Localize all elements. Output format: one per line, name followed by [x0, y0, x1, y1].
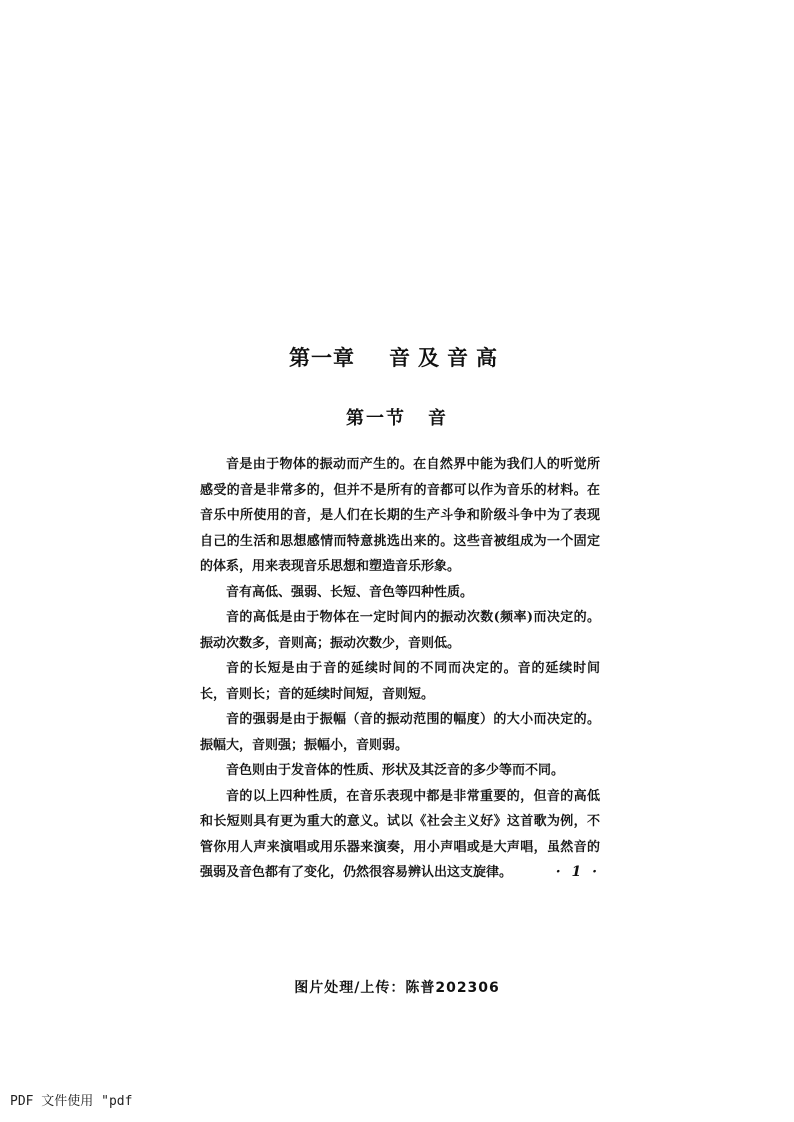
pdf-footer-note: PDF 文件使用 "pdf: [10, 1094, 133, 1109]
chapter-name: 音及音高: [389, 346, 505, 370]
page-number: · 1 ·: [555, 864, 600, 880]
chapter-title: [0, 342, 794, 372]
upload-credit: 图片处理/上传：陈普202306: [294, 980, 500, 996]
paragraph-7: 音的以上四种性质，在音乐表现中都是非常重要的，但音的高低和长短则具有更为重大的意义。试以《社会主义好》这首歌为例，不管你用人声来演唱或用乐器来演奏，用小声唱或是大声唱，虽然音的强弱及音色都有了变化，仍然很容易辨认出这支旋律。: [200, 788, 600, 880]
section-title: [0, 404, 794, 430]
section-name: 音: [428, 408, 448, 429]
body-text: [200, 452, 600, 886]
chapter-number: 第一章: [289, 346, 355, 370]
paragraph-1: 音是由于物体的振动而产生的。在自然界中能为我们人的听觉所感受的音是非常多的，但并不是所有的音都可以作为音乐的材料。在音乐中所使用的音，是人们在长期的生产斗争和阶级斗争中为了表现自己的生活和思想感情而特意挑选出来的。这些音被组成为一个固定的体系，用来表现音乐思想和塑造音乐形象。: [200, 457, 600, 574]
paragraph-5: 音的强弱是由于振幅（音的振动范围的幅度）的大小而决定的。振幅大，音则强；振幅小，音则弱。: [200, 712, 600, 753]
paragraph-6: 音色则由于发音体的性质、形状及其泛音的多少等而不同。: [226, 763, 565, 778]
paragraph-2: 音有高低、强弱、长短、音色等四种性质。: [226, 584, 474, 600]
paragraph-4: 音的长短是由于音的延续时间的不同而决定的。音的延续时间长，音则长；音的延续时间短，音则短。: [200, 661, 600, 702]
paragraph-3: 音的高低是由于物体在一定时间内的振动次数(频率)而决定的。振动次数多，音则高；振动次数少，音则低。: [200, 610, 600, 651]
section-number: 第一节: [346, 408, 406, 429]
